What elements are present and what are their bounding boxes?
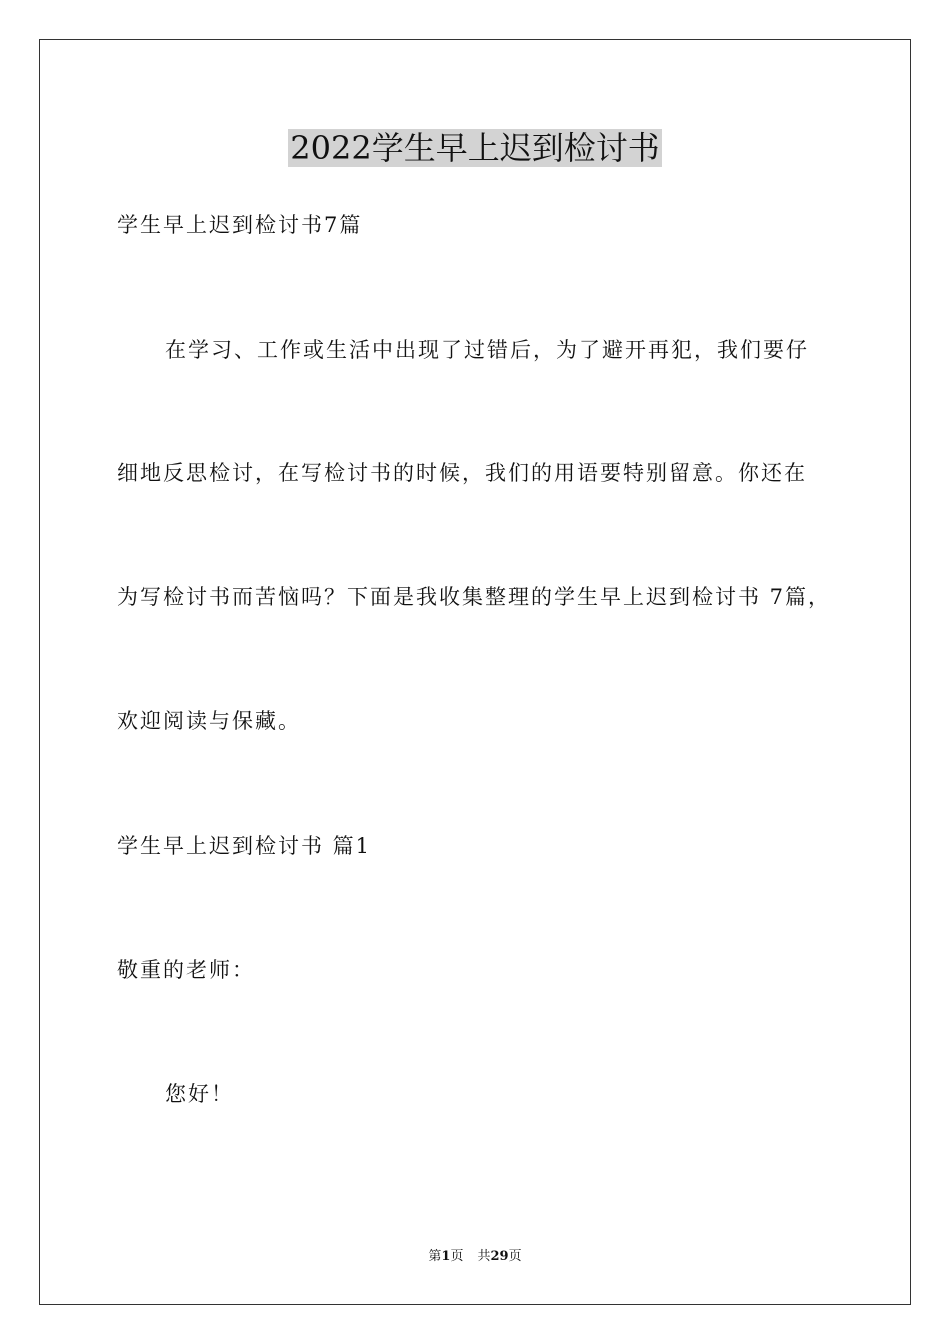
paragraph-line-4: 欢迎阅读与保藏。 xyxy=(117,709,301,733)
total-pages: 29 xyxy=(490,1249,509,1264)
total-suffix: 页 xyxy=(508,1249,522,1264)
page-footer xyxy=(0,1248,950,1266)
document-title-text: 2022学生早上迟到检讨书 xyxy=(290,129,660,167)
document-subtitle: 学生早上迟到检讨书7篇 xyxy=(117,213,363,237)
page-suffix: 页 xyxy=(450,1249,464,1264)
paragraph-line-3: 为写检讨书而苦恼吗？下面是我收集整理的学生早上迟到检讨书 7篇， xyxy=(117,585,832,609)
salutation: 敬重的老师： xyxy=(117,958,255,982)
page-number: 1 xyxy=(441,1249,451,1264)
greeting: 您好！ xyxy=(165,1082,234,1106)
document-title xyxy=(0,128,950,168)
section-heading: 学生早上迟到检讨书 篇1 xyxy=(117,834,372,858)
page-prefix: 第 xyxy=(428,1249,442,1264)
paragraph-line-2: 细地反思检讨，在写检讨书的时候，我们的用语要特别留意。你还在 xyxy=(117,461,807,485)
total-prefix: 共 xyxy=(477,1249,491,1264)
paragraph-line-1: 在学习、工作或生活中出现了过错后，为了避开再犯，我们要仔 xyxy=(165,338,809,362)
